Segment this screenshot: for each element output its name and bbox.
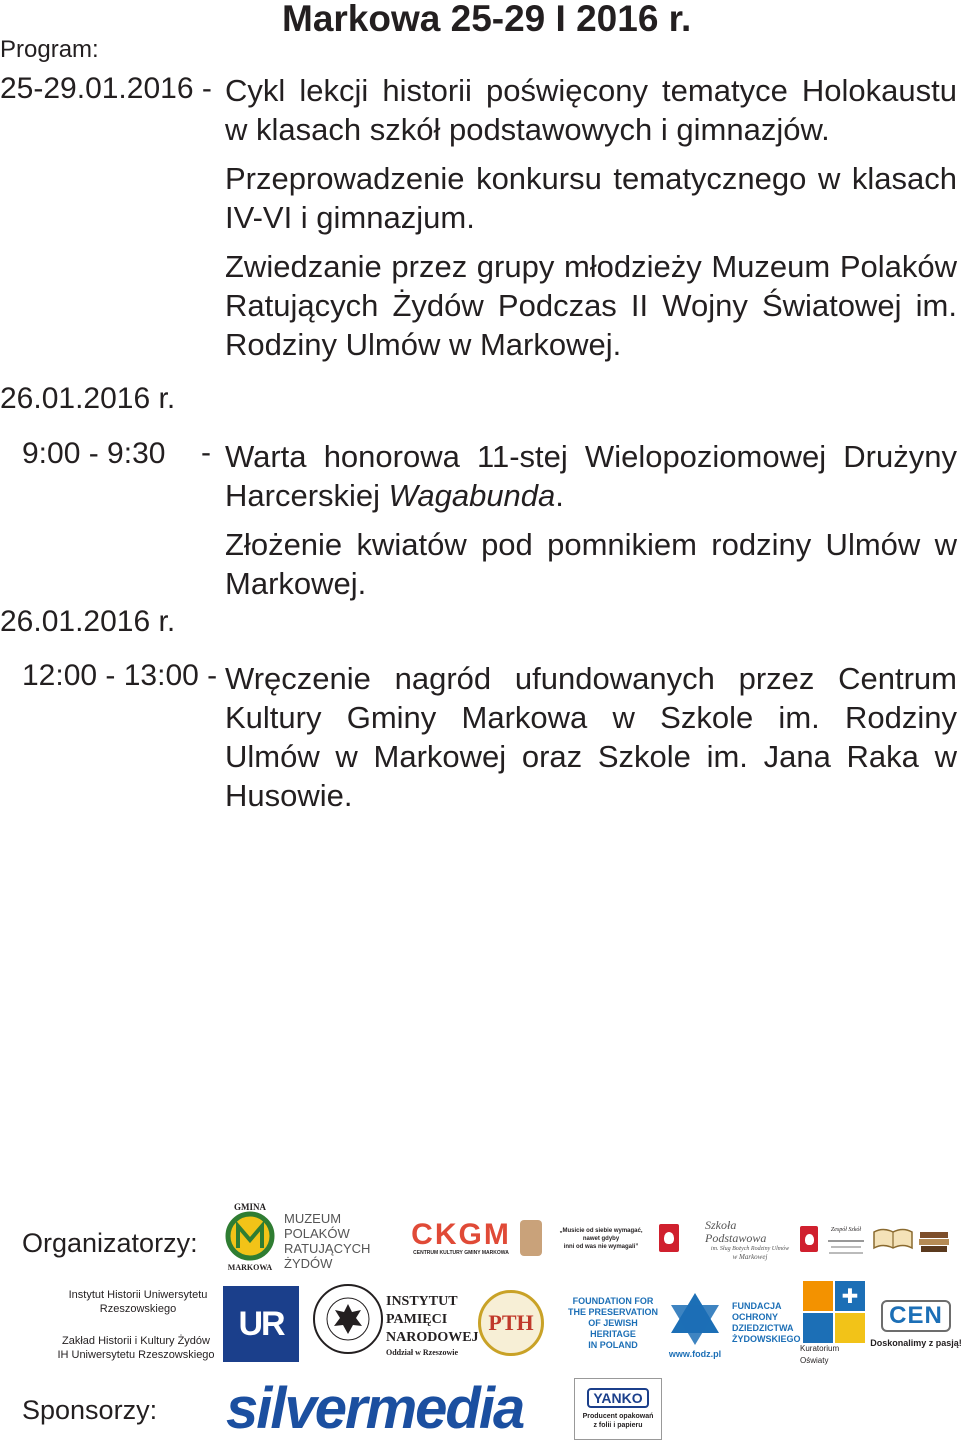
school-2-logo: Zespół Szkół	[824, 1220, 868, 1260]
gmina-emblem-icon	[220, 1200, 280, 1272]
polish-eagle-icon-2	[800, 1226, 818, 1252]
sponsors-label: Sponsorzy:	[22, 1395, 158, 1425]
polish-eagle-icon	[659, 1224, 679, 1252]
ckgm-logo: CKGM CENTRUM KULTURY GMINY MARKOWA	[411, 1217, 511, 1256]
section-2-para-1: Warta honorowa 11-stej Wielopoziomowej Drużyny Harcerskiej Wagabunda.	[225, 439, 957, 513]
kuratorium-logo: ✚ Kuratorium Oświaty	[800, 1286, 868, 1362]
time-2: 9:00 - 9:30	[22, 437, 166, 470]
school-logo: Szkoła Podstawowa im. Sług Bożych Rodziny Ulmów w Markowej	[705, 1218, 790, 1261]
museum-logo: MUZEUM POLAKÓW RATUJĄCYCH ŻYDÓW	[284, 1211, 371, 1271]
open-book-icon	[872, 1226, 914, 1252]
date-3: 26.01.2016 r.	[0, 605, 176, 638]
star-of-david-icon	[665, 1289, 725, 1349]
program-label: Program:	[0, 36, 99, 63]
date-2: 26.01.2016 r.	[0, 382, 176, 415]
fodz-pl-text: FUNDACJA OCHRONY DZIEDZICTWA ŻYDOWSKIEGO	[732, 1301, 801, 1344]
time-2-dash: -	[201, 436, 211, 469]
ipn-text-logo: INSTYTUT PAMIĘCI NARODOWEJ Oddział w Rzeszowie	[386, 1294, 479, 1357]
date-range-1: 25-29.01.2016 -	[0, 72, 212, 105]
svg-text:MARKOWA: MARKOWA	[227, 1263, 273, 1272]
ur-logo: UR	[223, 1286, 299, 1362]
section-1-para-3: Zwiedzanie przez grupy młodzieży Muzeum Polaków Ratujących Żydów Podczas II Wojny Światowej im. Rodziny Ulmów w Markowej.	[225, 249, 957, 362]
fodz-en-text: FOUNDATION FOR THE PRESERVATION OF JEWISH HERITAGE IN POLAND	[567, 1295, 658, 1350]
gmina-markowa-logo	[220, 1200, 280, 1272]
troop-name: Wagabunda	[388, 478, 556, 513]
section-3-para-1: Wręczenie nagród ufundowanych przez Centrum Kultury Gminy Markowa w Szkole im. Rodziny Ulmów w Markowej oraz Szkole im. Jana Raka w Husowie.	[225, 661, 957, 813]
cross-icon: ✚	[841, 1285, 859, 1308]
time-3: 12:00 - 13:00 -	[22, 659, 218, 692]
section-1-para-1: Cykl lekcji historii poświęcony tematyce Holokaustu w klasach szkół podstawowych i gimnazjów.	[225, 73, 957, 147]
cen-logo: CEN Doskonalimy z pasją!	[870, 1302, 962, 1348]
organizers-label: Organizatorzy:	[22, 1228, 198, 1258]
institute-history-text: Instytut Historii Uniwersytetu Rzeszowskiego	[68, 1289, 208, 1315]
jewish-department-text: Zakład Historii i Kultury Żydów IH Uniwersytetu Rzeszowskiego	[57, 1335, 215, 1361]
svg-text:GMINA: GMINA	[234, 1202, 266, 1212]
quote-banner: „Musicie od siebie wymagać, nawet gdyby inni od was nie wymagali”	[559, 1228, 643, 1250]
yanko-logo: YANKO Producent opakowań z folii i papieru	[574, 1378, 662, 1440]
books-stack-icon	[918, 1226, 950, 1252]
ipn-seal-icon	[313, 1284, 383, 1354]
section-1-para-2: Przeprowadzenie konkursu tematycznego w klasach IV-VI i gimnazjum.	[225, 161, 957, 235]
silvermedia-logo: silvermedia	[226, 1376, 524, 1441]
pth-logo: PTH	[478, 1290, 544, 1356]
figure-image	[520, 1220, 542, 1256]
section-2-para-2: Złożenie kwiatów pod pomnikiem rodziny Ulmów w Markowej.	[225, 527, 957, 601]
document-title: Markowa 25-29 I 2016 r.	[282, 0, 692, 39]
fodz-star-logo: www.fodz.pl	[662, 1286, 728, 1362]
